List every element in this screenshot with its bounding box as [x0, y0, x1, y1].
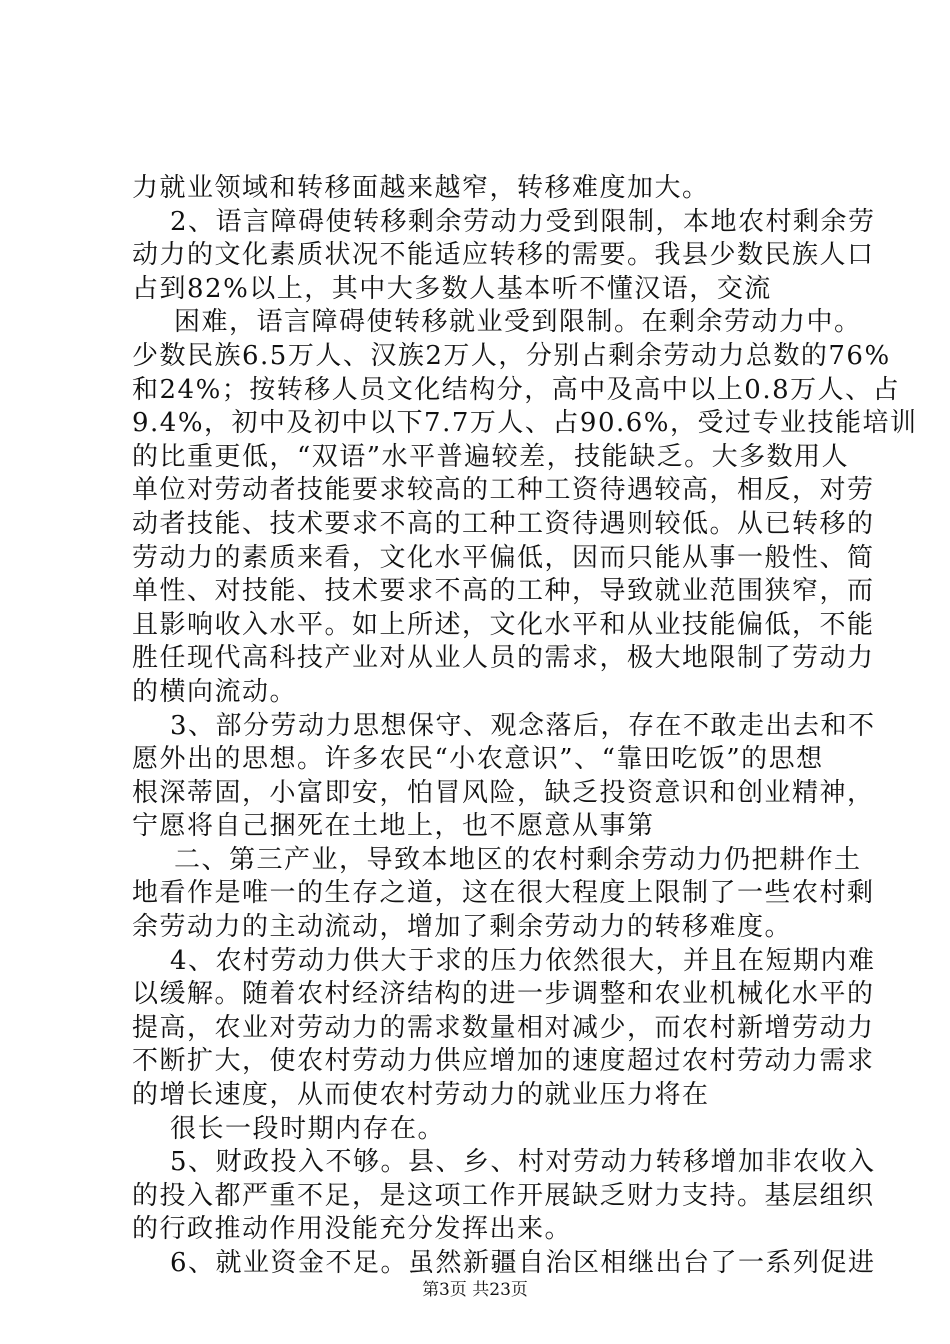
text-line: 9.4%，初中及初中以下7.7万人、占90.6%，受过专业技能培训: [132, 408, 918, 439]
text-line: 6、就业资金不足。虽然新疆自治区相继出台了一系列促进: [170, 1248, 876, 1278]
text-line: 的增长速度，从而使农村劳动力的就业压力将在: [132, 1080, 710, 1111]
text-line: 以缓解。随着农村经济结构的进一步调整和农业机械化水平的: [132, 979, 875, 1010]
text-line: 且影响收入水平。如上所述，文化水平和从业技能偏低，不能: [132, 609, 875, 640]
text-line: 愿外出的思想。许多农民“小农意识”、“靠田吃饭”的思想: [132, 744, 824, 775]
text-line: 胜任现代高科技产业对从业人员的需求，极大地限制了劳动力: [132, 643, 875, 674]
text-line: 不断扩大，使农村劳动力供应增加的速度超过农村劳动力需求: [132, 1046, 875, 1077]
document-body: [132, 172, 918, 1281]
text-line: 困难，语言障碍使转移就业受到限制。在剩余劳动力中。: [174, 307, 862, 338]
text-line: 5、财政投入不够。县、乡、村对劳动力转移增加非农收入: [170, 1147, 876, 1178]
text-line: 单位对劳动者技能要求较高的工种工资待遇较高，相反，对劳: [132, 475, 875, 506]
page-footer: [0, 1275, 950, 1300]
text-line: 很长一段时期内存在。: [170, 1113, 446, 1144]
text-line: 4、农村劳动力供大于求的压力依然很大，并且在短期内难: [170, 945, 876, 976]
text-line: 的行政推动作用没能充分发挥出来。: [132, 1214, 573, 1245]
text-line: 动力的文化素质状况不能适应转移的需要。我县少数民族人口: [132, 240, 875, 271]
page-number-label: 第3页 共23页: [422, 1280, 528, 1300]
text-line: 的比重更低，“双语”水平普遍较差，技能缺乏。大多数用人: [132, 441, 850, 472]
text-line: 地看作是唯一的生存之道，这在很大程度上限制了一些农村剩: [132, 878, 875, 909]
text-line: 占到82%以上，其中大多数人基本听不懂汉语，交流: [132, 273, 772, 304]
text-line: 劳动力的素质来看，文化水平偏低，因而只能从事一般性、简: [132, 542, 875, 573]
text-line: 力就业领域和转移面越来越窄，转移难度加大。: [132, 173, 710, 203]
text-line: 根深蒂固，小富即安，怕冒风险，缺乏投资意识和创业精神，: [132, 777, 875, 808]
text-line: 动者技能、技术要求不高的工种工资待遇则较低。从已转移的: [132, 508, 875, 539]
text-line: 余劳动力的主动流动，增加了剩余劳动力的转移难度。: [132, 912, 793, 943]
text-line: 单性、对技能、技术要求不高的工种，导致就业范围狭窄，而: [132, 576, 875, 607]
text-line: 3、部分劳动力思想保守、观念落后，存在不敢走出去和不: [170, 710, 876, 741]
text-line: 宁愿将自己捆死在土地上，也不愿意从事第: [132, 811, 655, 842]
text-line: 二、第三产业，导致本地区的农村剩余劳动力仍把耕作土: [174, 844, 862, 875]
text-line: 的横向流动。: [132, 676, 298, 707]
text-line: 2、语言障碍使转移剩余劳动力受到限制，本地农村剩余劳: [170, 206, 876, 237]
text-line: 提高，农业对劳动力的需求数量相对减少，而农村新增劳动力: [132, 1012, 875, 1043]
text-line: 和24%；按转移人员文化结构分，高中及高中以上0.8万人、占: [132, 374, 901, 405]
text-line: 的投入都严重不足，是这项工作开展缺乏财力支持。基层组织: [132, 1180, 875, 1211]
text-line: 少数民族6.5万人、汉族2万人，分别占剩余劳动力总数的76%: [132, 340, 891, 371]
